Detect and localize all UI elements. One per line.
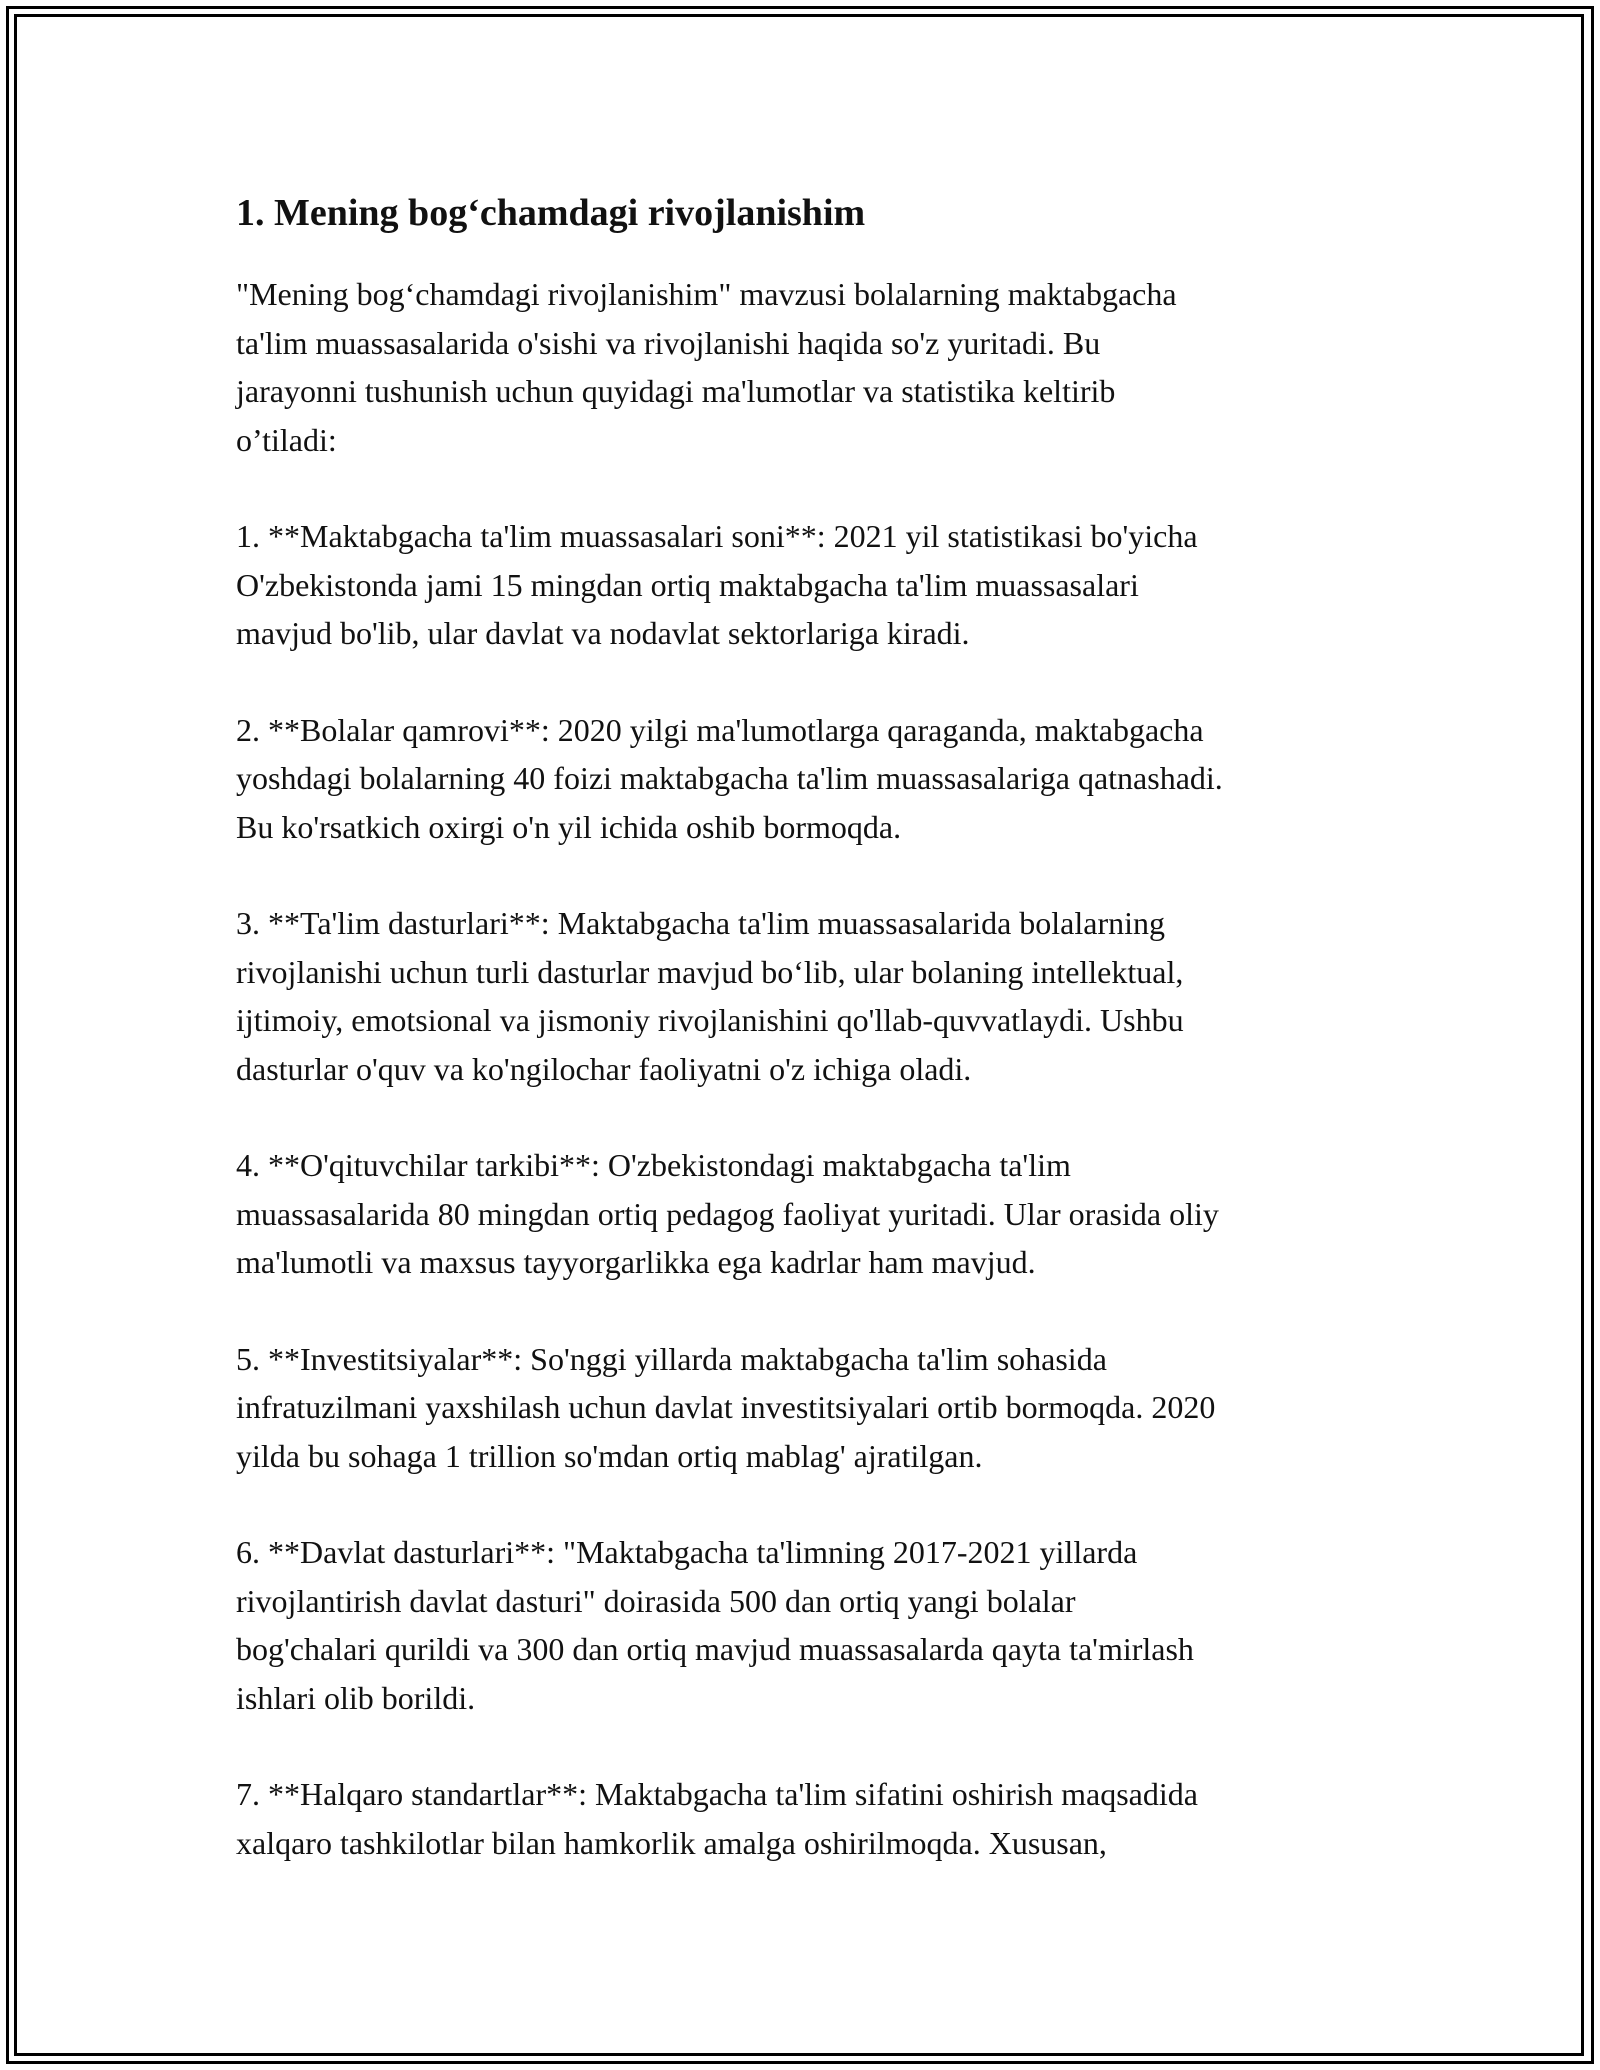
paragraph-line: "Mening bog‘chamdagi rivojlanishim" mavzusi bolalarning maktabgacha [236,276,1177,312]
paragraph-line: dasturlar o'quv va ko'ngilochar faoliyatni o'z ichiga oladi. [236,1050,972,1087]
paragraph-line: 2. **Bolalar qamrovi**: 2020 yilgi ma'lumotlarga qaraganda, maktabgacha [236,711,1204,748]
paragraph-line: ma'lumotli va maxsus tayyorgarlikka ega kadrlar ham mavjud. [236,1244,1036,1280]
paragraph-line: 3. **Ta'lim dasturlari**: Maktabgacha ta'lim muassasalarida bolalarning [236,905,1166,941]
paragraph-line: bog'chalari qurildi va 300 dan ortiq mavjud muassasalarda qayta ta'mirlash [236,1631,1194,1667]
paragraph-line: Bu ko'rsatkich oxirgi o'n yil ichida oshib bormoqda. [236,808,902,845]
document-body [236,186,1386,1915]
paragraph-line: mavjud bo'lib, ular davlat va nodavlat sektorlariga kiradi. [236,615,970,651]
paragraph-line: ta'lim muassasalarida o'sishi va rivojlanishi haqida so'z yuritadi. Bu [236,324,1101,361]
paragraph-line: muassasalarida 80 mingdan ortiq pedagog faoliyat yuritadi. Ular orasida oliy [236,1195,1219,1232]
paragraph-line: yilda bu sohaga 1 trillion so'mdan ortiq mablag' ajratilgan. [236,1437,983,1474]
list-item-5-paragraph [236,1335,1386,1481]
paragraph-line: o’tiladi: [236,421,337,458]
paragraph-line: 7. **Halqaro standartlar**: Maktabgacha ta'lim sifatini oshirish maqsadida [236,1776,1198,1812]
list-item-2-paragraph [236,706,1386,852]
list-item-1-paragraph [236,512,1386,658]
paragraph-line: 4. **O'qituvchilar tarkibi**: O'zbekistondagi maktabgacha ta'lim [236,1147,1071,1183]
paragraph-line: ijtimoiy, emotsional va jismoniy rivojlanishini qo'llab-quvvatlaydi. Ushbu [236,1002,1184,1038]
paragraph-line: rivojlanishi uchun turli dasturlar mavjud bo‘lib, ular bolaning intellektual, [236,953,1184,990]
paragraph-line: 5. **Investitsiyalar**: So'nggi yillarda maktabgacha ta'lim sohasida [236,1340,1107,1377]
paragraph-line: jarayonni tushunish uchun quyidagi ma'lumotlar va statistika keltirib [236,373,1116,409]
paragraph-line: O'zbekistonda jami 15 mingdan ortiq maktabgacha ta'lim muassasalari [236,566,1139,603]
paragraph-line: xalqaro tashkilotlar bilan hamkorlik amalga oshirilmoqda. Xususan, [236,1824,1107,1861]
list-item-6-paragraph [236,1528,1386,1722]
paragraph-line: infratuzilmani yaxshilash uchun davlat investitsiyalari ortib bormoqda. 2020 [236,1389,1216,1425]
section-heading: 1. Mening bog‘chamdagi rivojlanishim [236,192,866,234]
paragraph-line: rivojlantirish davlat dasturi" doirasida 500 dan ortiq yangi bolalar [236,1582,1076,1619]
paragraph-line: yoshdagi bolalarning 40 foizi maktabgacha ta'lim muassasalariga qatnashadi. [236,760,1223,796]
paragraph-line: 1. **Maktabgacha ta'lim muassasalari soni**: 2021 yil statistikasi bo'yicha [236,518,1198,554]
list-item-4-paragraph [236,1141,1386,1287]
list-item-3-paragraph [236,899,1386,1093]
paragraph-line: 6. **Davlat dasturlari**: "Maktabgacha ta'limning 2017-2021 yillarda [236,1534,1138,1570]
list-item-7-paragraph [236,1770,1386,1867]
intro-paragraph [236,270,1386,464]
paragraph-line: ishlari olib borildi. [236,1679,476,1716]
